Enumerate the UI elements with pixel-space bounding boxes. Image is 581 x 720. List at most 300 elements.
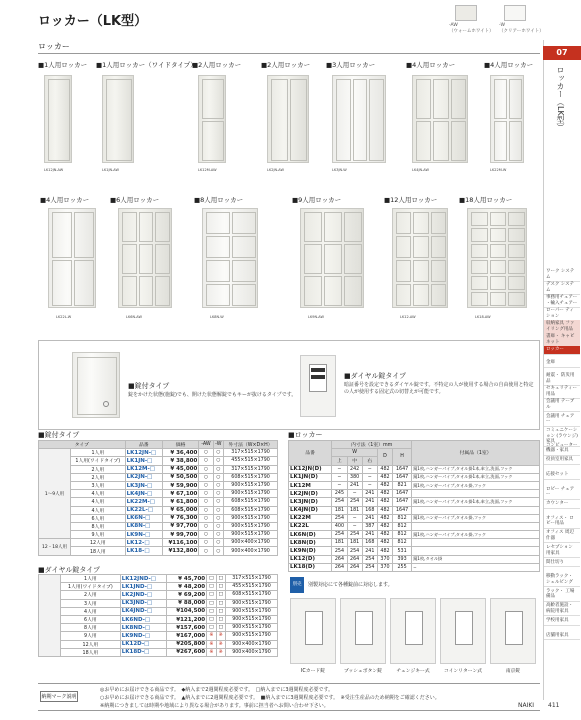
- table-cell: 1647: [393, 506, 412, 514]
- table-cell: 380: [347, 473, 362, 481]
- table-cell: ○: [213, 539, 224, 547]
- nav-item[interactable]: コミュニケーション (ラウンジ)家具: [544, 427, 580, 447]
- table-cell: 鏡1枚,タオル掛: [412, 555, 540, 563]
- table-cell: ○: [213, 473, 224, 481]
- page-title: ロッカー（LK型）: [38, 14, 148, 29]
- table-cell: 181: [332, 506, 347, 514]
- table-row: [39, 522, 278, 530]
- table-cell: LK9N-□: [125, 531, 162, 539]
- table-cell: ※: [216, 640, 225, 648]
- table-cell: 241: [362, 547, 377, 555]
- table-row: [39, 591, 278, 599]
- legend-line-3: ※納期につきましては時期や地域により異なる場合があります。事前に担当者へお問い合わせ下さい。: [100, 703, 329, 709]
- table-cell: 482: [377, 481, 392, 489]
- table-cell: 482: [377, 473, 392, 481]
- th-d: D: [377, 449, 392, 465]
- table-cell: 鏡1枚,ハンガーパイプ,タオル掛,フック: [412, 531, 540, 539]
- table-cell: 900×400×1790: [225, 648, 277, 656]
- table-cell: LK4JN-□: [125, 490, 162, 498]
- th-w-right: 右: [362, 457, 377, 465]
- table-cell: 482: [377, 522, 392, 530]
- table-cell: 812: [393, 539, 412, 547]
- chapter-vertical-title: ロッカー（LK型）: [556, 66, 565, 132]
- table-cell: −: [362, 473, 377, 481]
- key-type-title: ■錠付タイプ: [128, 382, 170, 390]
- th-inner-dims: 内寸法（1室）mm: [332, 441, 412, 449]
- table-cell: 254: [362, 555, 377, 563]
- table-cell: 264: [347, 555, 362, 563]
- table-cell: ○: [199, 522, 213, 530]
- product-model: LK1JN-AW: [102, 168, 119, 172]
- table-cell: 1人用: [70, 449, 125, 457]
- table-cell: 900×515×1790: [225, 615, 277, 623]
- table-cell: 400: [332, 522, 347, 530]
- key-table-heading: ■錠付タイプ: [38, 431, 80, 439]
- table-cell: 鏡1枚,ハンガーパイプ,タオル掛1本,傘立,洗面,フック: [412, 473, 540, 481]
- table-cell: LK12D-□: [120, 640, 167, 648]
- nav-item[interactable]: ラック・ 工場備品: [544, 588, 580, 602]
- nav-item[interactable]: 高齢者施設・ 病院用家具: [544, 602, 580, 616]
- table-cell: ¥ 45,000: [162, 465, 198, 473]
- locker-image: [198, 75, 226, 163]
- product-model: LK12-AW: [400, 315, 416, 319]
- nav-item[interactable]: 事務用チェアー ・輸入チェアー: [544, 294, 580, 308]
- table-cell: ¥ 97,700: [162, 522, 198, 530]
- nav-item[interactable]: オフィス・ ロビー用品: [544, 515, 580, 529]
- group-label: 12・18人用: [39, 539, 71, 555]
- lock-option-photo: [340, 598, 386, 664]
- locker-image: [332, 75, 386, 163]
- product-label: ■2人用ロッカー: [192, 61, 242, 69]
- table-cell: LK6N-□: [125, 514, 162, 522]
- product-label: ■3人用ロッカー: [326, 61, 376, 69]
- table-cell: 6人用: [70, 514, 125, 522]
- product-label: ■6人用ロッカー: [110, 196, 160, 204]
- locker-image: [202, 208, 258, 308]
- table-cell: 254: [362, 563, 377, 571]
- table-row: [39, 547, 278, 555]
- locker-image: [300, 208, 364, 308]
- table-cell: LK3JN-□: [125, 481, 162, 489]
- table-row: [39, 514, 278, 522]
- table-row: [39, 449, 278, 457]
- table-cell: 482: [377, 547, 392, 555]
- table-cell: 900×515×1790: [225, 607, 277, 615]
- table-cell: ○: [199, 547, 213, 555]
- nav-item[interactable]: 書庫・ キャビネット: [544, 333, 580, 347]
- table-cell: ※: [216, 648, 225, 656]
- table-cell: 900×515×1790: [225, 632, 277, 640]
- table-cell: 4人用: [70, 490, 125, 498]
- table-cell: ○: [213, 490, 224, 498]
- table-cell: 254: [347, 498, 362, 506]
- table-cell: 1人用: [61, 575, 121, 583]
- table-cell: 1人用(ワイドタイプ): [70, 457, 125, 465]
- table-cell: ¥ 65,000: [162, 506, 198, 514]
- table-cell: LK2JND-□: [120, 591, 167, 599]
- table-row: [39, 473, 278, 481]
- legend-line-1: ◎お早めにお届けできる商品です。 ◆納入まで2週間程度必要です。 □納入までに3週間程度必要です。: [100, 687, 334, 693]
- table-cell: 370: [377, 555, 392, 563]
- table-cell: 482: [377, 498, 392, 506]
- table-cell: □: [207, 575, 216, 583]
- table-row: [289, 522, 540, 530]
- table-cell: LK2JN-□: [125, 473, 162, 481]
- table-cell: 168: [362, 539, 377, 547]
- table-cell: ¥ 50,500: [162, 473, 198, 481]
- table-cell: 2人用: [61, 591, 121, 599]
- table-cell: 6人用: [61, 615, 121, 623]
- table-cell: LK12M-□: [125, 465, 162, 473]
- table-cell: LK18-□: [125, 547, 162, 555]
- table-cell: ¥267,600: [167, 648, 207, 656]
- table-cell: 9人用: [70, 531, 125, 539]
- nav-item[interactable]: ロッカー: [544, 346, 580, 355]
- th-accessories: 付属品（1室）: [412, 441, 540, 466]
- legend-title: 納期マーク説明: [40, 691, 78, 702]
- nav-item[interactable]: ロビー チェアー: [544, 486, 580, 500]
- nav-item[interactable]: デスク システム: [544, 281, 580, 295]
- table-cell: [412, 490, 540, 498]
- nav-item[interactable]: 学校用家具: [544, 617, 580, 626]
- lock-option-photo: [290, 598, 336, 664]
- table-cell: 鏡1枚,ハンガーパイプ,タオル掛1本,傘立,洗面,フック: [412, 465, 540, 473]
- table-row: [289, 465, 540, 473]
- table-cell: ○: [199, 506, 213, 514]
- locker-image: [392, 208, 448, 308]
- nav-item[interactable]: オフィス 周辺什器: [544, 529, 580, 543]
- product-model: LK2JN-AW: [267, 168, 284, 172]
- table-cell: −: [347, 522, 362, 530]
- table-cell: ¥ 61,800: [162, 498, 198, 506]
- table-cell: ¥ 59,900: [162, 481, 198, 489]
- table-cell: ¥ 88,000: [167, 599, 207, 607]
- nav-item[interactable]: ローパー ティション: [544, 307, 580, 321]
- nav-item[interactable]: 応接セット: [544, 471, 580, 480]
- table-cell: [412, 547, 540, 555]
- table-cell: LK2JN(D): [289, 490, 332, 498]
- table-cell: −: [362, 465, 377, 473]
- table-cell: 387: [362, 522, 377, 530]
- table-cell: 317×515×1790: [225, 575, 277, 583]
- table-row: [39, 481, 278, 489]
- table-cell: 455×515×1790: [225, 583, 277, 591]
- table-cell: 317×515×1790: [224, 449, 278, 457]
- table-cell: □: [216, 583, 225, 591]
- table-cell: 4人用: [70, 506, 125, 514]
- table-cell: □: [207, 599, 216, 607]
- table-cell: ○: [213, 547, 224, 555]
- table-cell: 4人用: [61, 607, 121, 615]
- table-cell: 608×515×1790: [224, 498, 278, 506]
- table-cell: 12人用: [61, 640, 121, 648]
- locker-image: [118, 208, 172, 308]
- table-cell: 12人用: [70, 539, 125, 547]
- table-cell: LK18(D): [289, 563, 332, 571]
- nav-item[interactable]: 金庫: [544, 359, 580, 368]
- color-label-aw: -AW （ウォームホワイト）: [449, 23, 494, 34]
- lock-option-label: チェンジキー式: [396, 669, 430, 674]
- table-row: [39, 457, 278, 465]
- dial-type-title: ■ダイヤル錠タイプ: [344, 372, 407, 380]
- table-cell: ○: [213, 531, 224, 539]
- table-cell: 1647: [393, 473, 412, 481]
- table-cell: LK6ND-□: [120, 615, 167, 623]
- table-cell: ○: [199, 514, 213, 522]
- table-row: [39, 531, 278, 539]
- table-cell: LK8N-□: [125, 522, 162, 530]
- table-cell: ¥ 69,200: [167, 591, 207, 599]
- table-cell: ¥116,100: [162, 539, 198, 547]
- table-cell: 482: [377, 490, 392, 498]
- table-row: [289, 531, 540, 539]
- table-cell: ¥205,800: [167, 640, 207, 648]
- locker-image: [412, 75, 468, 163]
- table-cell: □: [216, 624, 225, 632]
- table-cell: LK12JND-□: [120, 575, 167, 583]
- table-cell: 255: [393, 563, 412, 571]
- product-label: ■1人用ロッカー: [38, 61, 88, 69]
- table-cell: 254: [332, 514, 347, 522]
- table-cell: ¥ 45,700: [167, 575, 207, 583]
- table-cell: 264: [332, 563, 347, 571]
- page-number: 411: [548, 702, 560, 709]
- table-cell: 241: [362, 498, 377, 506]
- chapter-number: 07: [543, 46, 581, 60]
- table-cell: 3人用: [70, 481, 125, 489]
- table-row: [39, 648, 278, 656]
- brand-name: NAIKI: [518, 702, 535, 709]
- table-cell: 812: [393, 514, 412, 522]
- product-model: LK9N-AW: [308, 315, 324, 319]
- table-row: [289, 547, 540, 555]
- lock-option-label: ICカード錠: [301, 669, 325, 674]
- table-cell: 1647: [393, 465, 412, 473]
- nav-item[interactable]: カウンター: [544, 500, 580, 509]
- table-cell: ○: [213, 506, 224, 514]
- table-cell: 482: [377, 531, 392, 539]
- table-cell: ○: [199, 531, 213, 539]
- table-cell: ○: [213, 449, 224, 457]
- table-cell: ○: [199, 449, 213, 457]
- locker-image: [102, 75, 134, 163]
- table-cell: LK9ND-□: [120, 632, 167, 640]
- table-cell: □: [216, 607, 225, 615]
- table-cell: 242: [347, 465, 362, 473]
- locker-image: [267, 75, 309, 163]
- nav-item[interactable]: 店舗用家具: [544, 632, 580, 641]
- table-cell: 482: [377, 514, 392, 522]
- table-cell: 264: [332, 555, 347, 563]
- table-cell: □: [207, 591, 216, 599]
- table-cell: ¥157,600: [167, 624, 207, 632]
- table-row: [39, 607, 278, 615]
- table-cell: 900×400×1790: [224, 539, 278, 547]
- key-type-text: 錠をかけた状態(施錠)でも、開けた状態解錠でもキーが抜けるタイプです。: [128, 392, 297, 398]
- table-cell: 608×515×1790: [224, 506, 278, 514]
- product-label: ■2人用ロッカー: [261, 61, 311, 69]
- table-cell: LK12-□: [125, 539, 162, 547]
- table-cell: 900×515×1790: [224, 490, 278, 498]
- nav-item[interactable]: コンピューター 機器・家具: [544, 442, 580, 456]
- table-row: [39, 539, 278, 547]
- table-cell: 181: [347, 539, 362, 547]
- table-cell: 254: [332, 547, 347, 555]
- nav-item[interactable]: レセプション 用家具: [544, 544, 580, 558]
- table-cell: 254: [347, 531, 362, 539]
- table-cell: 1人用(ワイドタイプ): [61, 583, 121, 591]
- th-item: 品番: [125, 441, 162, 449]
- table-cell: −: [332, 481, 347, 489]
- product-model: LK3JN-W: [332, 168, 347, 172]
- th-dims: 外寸法（W×D×H）: [224, 441, 278, 449]
- table-cell: LK6N(D): [289, 531, 332, 539]
- table-row: [289, 498, 540, 506]
- color-label-w: -W （クリアーホワイト）: [499, 23, 544, 34]
- nav-item[interactable]: 収納家具 ファイリング用品: [544, 320, 580, 334]
- divider: [38, 53, 540, 54]
- nav-item[interactable]: 耐震・ 防災用品: [544, 372, 580, 386]
- table-cell: □: [216, 591, 225, 599]
- table-cell: ○: [199, 465, 213, 473]
- color-swatch-aw: [455, 5, 477, 21]
- table-cell: 9人用: [61, 632, 121, 640]
- table-cell: 168: [362, 506, 377, 514]
- table-cell: 482: [377, 506, 392, 514]
- table-cell: 241: [362, 514, 377, 522]
- option-note: 別製対応にて各種錠前に対応します。: [308, 582, 393, 588]
- table-cell: ○: [213, 457, 224, 465]
- table-cell: ○: [199, 457, 213, 465]
- group-photo: [39, 575, 61, 657]
- product-model: LK8N-W: [210, 315, 224, 319]
- table-cell: 482: [377, 465, 392, 473]
- table-cell: 900×400×1790: [225, 640, 277, 648]
- table-cell: ○: [199, 473, 213, 481]
- table-cell: □: [216, 615, 225, 623]
- table-cell: ○: [199, 539, 213, 547]
- table-cell: ¥ 99,700: [162, 531, 198, 539]
- table-cell: ¥ 76,300: [162, 514, 198, 522]
- table-row: [289, 539, 540, 547]
- table-cell: 812: [393, 522, 412, 530]
- product-model: LK12JN-AW: [44, 168, 64, 172]
- table-cell: LK1JN-□: [125, 457, 162, 465]
- table-cell: 900×515×1790: [224, 514, 278, 522]
- table-cell: ※: [207, 640, 216, 648]
- table-row: [289, 473, 540, 481]
- option-badge: 別売: [290, 577, 304, 593]
- table-cell: 4人用: [70, 498, 125, 506]
- table-cell: 2人用: [70, 465, 125, 473]
- product-label: ■9人用ロッカー: [292, 196, 342, 204]
- product-model: LK4JN-AW: [412, 168, 429, 172]
- nav-item[interactable]: 間仕切り: [544, 559, 580, 568]
- table-cell: ○: [199, 481, 213, 489]
- table-cell: −: [332, 465, 347, 473]
- table-cell: 18人用: [61, 648, 121, 656]
- table-cell: LK4JN(D): [289, 506, 332, 514]
- table-cell: 821: [393, 481, 412, 489]
- table-cell: [412, 539, 540, 547]
- product-model: LK18-AW: [475, 315, 491, 319]
- table-row: [39, 632, 278, 640]
- nav-item[interactable]: ワーク システム: [544, 268, 580, 282]
- table-cell: 264: [347, 563, 362, 571]
- table-cell: 482: [377, 539, 392, 547]
- th-type: タイプ: [39, 441, 126, 449]
- legend-line-2: ○お早めにお届けできる商品です。 ▲納入までに2週間程度必要です。 ■納入までに3週間程度必要です。 ※受注生産品のため納期をご確認ください。: [100, 695, 440, 701]
- key-price-table: [38, 440, 278, 556]
- table-cell: 1647: [393, 498, 412, 506]
- table-cell: 900×515×1790: [224, 481, 278, 489]
- table-cell: 181: [332, 539, 347, 547]
- table-cell: ※: [207, 632, 216, 640]
- table-cell: −: [362, 481, 377, 489]
- product-label: ■1人用ロッカー（ワイドタイプ）: [96, 61, 197, 69]
- table-cell: 608×515×1790: [225, 591, 277, 599]
- table-cell: LK22L: [289, 522, 332, 530]
- table-cell: LK22M: [289, 514, 332, 522]
- table-cell: ○: [213, 522, 224, 530]
- table-cell: 2人用: [70, 473, 125, 481]
- lock-option-label: プッシュボタン錠: [344, 669, 382, 674]
- table-row: [289, 514, 540, 522]
- table-cell: 455×515×1790: [224, 457, 278, 465]
- table-cell: 241: [362, 531, 377, 539]
- table-row: [39, 624, 278, 632]
- table-cell: 3人用: [61, 599, 121, 607]
- table-cell: 181: [347, 506, 362, 514]
- table-cell: ○: [213, 481, 224, 489]
- table-cell: ※: [216, 632, 225, 640]
- dial-lock-photo: [300, 355, 336, 417]
- table-cell: LK12(D): [289, 555, 332, 563]
- table-cell: 254: [332, 498, 347, 506]
- table-row: [39, 615, 278, 623]
- table-cell: −: [347, 514, 362, 522]
- nav-item[interactable]: 会議用 テーブル: [544, 398, 580, 412]
- table-cell: 241: [362, 490, 377, 498]
- table-cell: 900×515×1790: [224, 522, 278, 530]
- table-cell: ¥104,500: [167, 607, 207, 615]
- table-cell: 812: [393, 531, 412, 539]
- nav-item[interactable]: 役員室用家具: [544, 456, 580, 465]
- table-cell: ※: [207, 648, 216, 656]
- table-cell: LK1JN(D): [289, 473, 332, 481]
- th-item: 品番: [289, 441, 332, 466]
- table-cell: [412, 522, 540, 530]
- table-cell: ¥ 67,100: [162, 490, 198, 498]
- product-label: ■12人用ロッカー: [384, 196, 438, 204]
- lock-option-photo: [390, 598, 436, 664]
- nav-item[interactable]: セキュリティー 用品: [544, 385, 580, 399]
- table-cell: □: [207, 607, 216, 615]
- nav-item[interactable]: 会議用 チェアー: [544, 413, 580, 427]
- table-cell: 8人用: [70, 522, 125, 530]
- table-cell: 254: [332, 531, 347, 539]
- table-cell: LK1JND-□: [120, 583, 167, 591]
- table-cell: LK18D-□: [120, 648, 167, 656]
- table-row: [39, 506, 278, 514]
- table-cell: ○: [213, 498, 224, 506]
- table-cell: 900×515×1790: [224, 531, 278, 539]
- nav-item[interactable]: 移動ラック・ シェルビング: [544, 573, 580, 587]
- table-cell: −: [412, 563, 540, 571]
- table-cell: 900×515×1790: [225, 624, 277, 632]
- table-cell: 608×515×1790: [224, 473, 278, 481]
- product-label: ■4人用ロッカー: [484, 61, 534, 69]
